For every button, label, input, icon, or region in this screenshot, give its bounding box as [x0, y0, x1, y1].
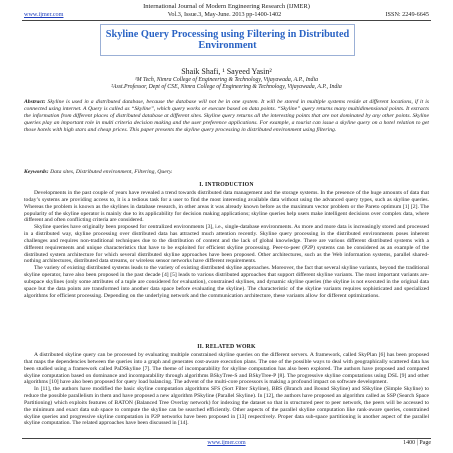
related-work-paragraph-2: In [11], the authors have modified the basic skyline computation algorithms SFS (Sort Filter Skyline), BBS (Branch and Bound Skyline) and SSkyline (Simple Skyline) to reduce the possible parallelism in them and have proposed a new algorithm PSkyline (Parallel Skyline). In [12], the authors have proposed an algorithm called as SSP (Search Space Partitioning) which exploits features of BATON (Balanced Tree Overlay network) for indexing the dataset so that in structured peer to peer network, the peers will be accessed to the minimum and exact data sub space to compute the skyline can be searched efficiently. Other aspects of the parallel skyline computation like rank-aware queries, constrained skyline queries and progressive skyline computation in P2P networks have been proposed in [13] respectively. Proper data sub-space partitioning is another aspect of the parallel skyline computation. The related approaches have been discussed in [14].: [24, 386, 429, 427]
journal-issn: ISSN: 2249-6645: [385, 11, 429, 18]
keywords-label: Keywords:: [24, 169, 49, 175]
related-work-body: [24, 352, 429, 427]
related-work-paragraph-1: A distributed skyline query can be processed by evaluating multiple constrained skyline queries on the different servers. A framework, called SkyPlan [6] has been proposed that maps the dependencies between the queries into a graph and generates cost-aware execution plans. The one of the possible ways to deal with geographically scattered data has been studied using a framework called PaDSkyline [7]. The theme of incomparability for skyline computation has also been explored. The authors have proposed and compared skyline computation based on dominance and incomparability through algorithms BSkyTree-S and BSkyTree-P [8]. The progressive skyline computations using DSL [9] and other algorithms [10] have also been proposed for query load balancing. The advent of the multi-core processors is making a profound impact on software development.: [24, 352, 429, 386]
page-number: 1400 | Page: [403, 440, 431, 446]
paper-title: Skyline Query Processing using Filtering in Distributed Environment: [105, 28, 350, 51]
abstract-text: Skyline is used in a distributed database, because the database will not be in one system. It will be stored in multiple systems reside at different locations, if it is connected using internet. A Query is called as “Skyline”, which query works or execute based on data points. “Skyline” query returns many multidimensional points. It extracts the information from different places of distributed database at different sites. Skyline query returns all the interesting points that are not dominated by any other points. Skyline queries play an important role in multi criteria decision making and the user preference applications. For example, a tourist can issue a skyline query on a hotel relation to get those hotels with high stars and cheap prices. This paper presents the skyline query processing in distributed environment using filtering.: [24, 99, 429, 133]
journal-info-line: [24, 11, 429, 18]
page-footer: [22, 438, 431, 446]
header-divider: [22, 20, 431, 21]
keywords: [24, 169, 429, 176]
journal-name: International Journal of Modern Engineering Research (IJMER): [143, 3, 310, 10]
introduction-paragraph-2: Skyline queries have originally been proposed for centralized environments [3], i.e., single-database environments. As more and more data is increasingly stored and processed in a distributed way, skyline processing over distributed data has attracted much attention recently. Skyline query processing in the distributed environments poses inherent challenges and requires non-traditional techniques due to the distribution of content and the lack of global knowledge. There are various different distributed systems with a different requirements and unique characteristics that have to be exploited for efficient skyline processing. Peer-to-peer (P2P) systems can be considered as an example of the distributed system architecture for which several distributed skyline approaches have been proposed. Other architectures, such as the Web information systems, parallel shared-nothing architectures, distributed data streams, or wireless sensor networks have different requirements.: [24, 224, 429, 265]
introduction-body: [24, 190, 429, 300]
abstract: [24, 99, 429, 134]
footer-website-link[interactable]: www.ijmer.com: [207, 440, 246, 446]
affiliation-2: ²Asst.Professor, Dept of CSE, Nimra College of Engineering & Technology, Vijayawada, A.P., India: [111, 84, 342, 90]
author-affiliations: [0, 77, 453, 91]
section-heading-introduction: I. INTRODUCTION: [199, 182, 254, 188]
abstract-label: Abstract:: [24, 99, 46, 105]
affiliation-1: ¹M Tech, Nimra College of Engineering & Technology, Vijayawada, A.P., India: [135, 77, 318, 83]
paper-authors: Shaik Shafi, ¹ Sayeed Yasin²: [181, 67, 272, 76]
introduction-paragraph-1: Developments in the past couple of years have revealed a trend towards distributed data management and the storage systems. In the presence of the huge amounts of data that today’s systems are providing access to, it is a tedious task for a user to find the most interesting available data without using the advanced query types, such as skyline queries. Whereas the problem is known as the skylines in database research, in other areas it was already known before as the maximum vector problem or the Pareto optimum [1] [2]. The popularity of the skyline operator is mainly due to its applicability for decision making applications; skyline queries help users make intelligent decisions over complex data, where different and often conflicting criteria are considered.: [24, 190, 429, 224]
section-heading-related-work: II. RELATED WORK: [197, 344, 256, 350]
journal-volume-info: Vol.3, Issue.3, May-June. 2013 pp-1400-1402: [167, 11, 282, 18]
paper-title-box: [100, 24, 355, 56]
introduction-paragraph-3: The variety of existing distributed systems leads to the variety of existing distributed skyline approaches. Moreover, the fact that several skyline variants, beyond the traditional skyline operator, have also been proposed in the past decade [4] [5] leads to various distributed approaches that support different skyline variants. The most important variants are- subspace skylines (only some attributes of a tuple are considered for evaluation), constrained skylines, and dynamic skyline queries (the skyline is not executed in the original data space but the data points are transformed into another data space before evaluating the skyline). The characteristic of the skyline variants requires sophisticated and specialized algorithms for efficient processing. Depending on the underlying network and the communication architecture, these variants allow for different optimizations.: [24, 265, 429, 299]
keywords-text: Data sites, Distributed environment, Filtering, Query.: [50, 169, 173, 175]
journal-website-link[interactable]: www.ijmer.com: [24, 11, 64, 18]
